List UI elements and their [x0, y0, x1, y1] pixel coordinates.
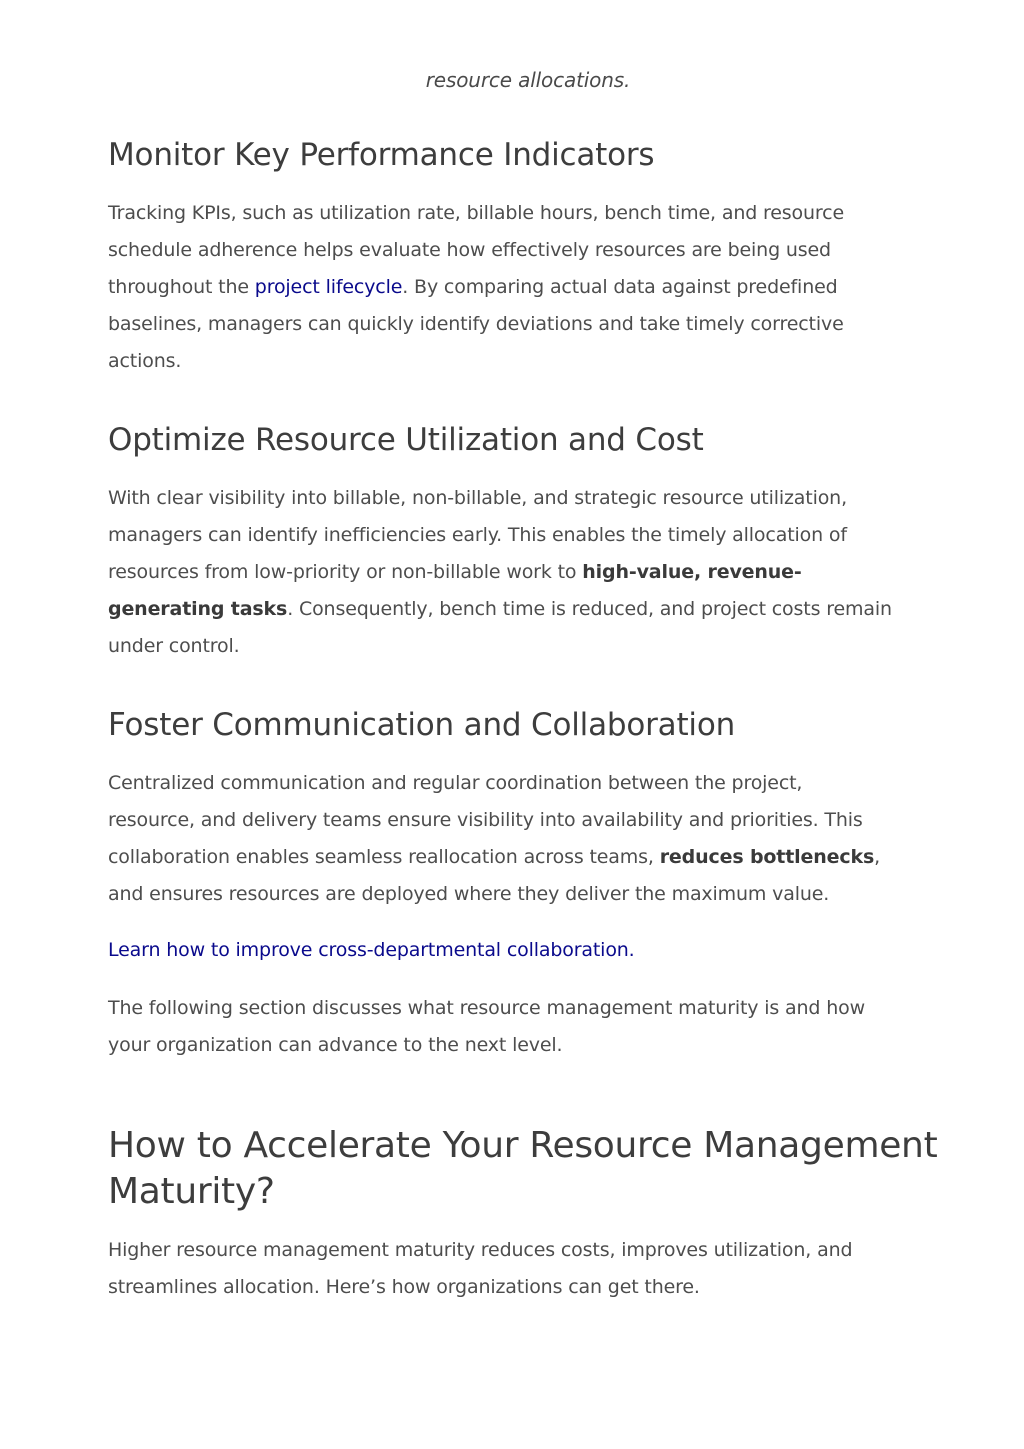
image-caption: resource allocations.: [425, 68, 631, 92]
paragraph-line: With clear visibility into billable, non-billable, and strategic resource utilization,: [108, 487, 847, 509]
paragraph-closing: [108, 1232, 948, 1306]
paragraph-line: your organization can advance to the next level.: [108, 1034, 563, 1056]
paragraph-line: Higher resource management maturity reduces costs, improves utilization, and: [108, 1239, 853, 1261]
paragraph-line: resource, and delivery teams ensure visibility into availability and priorities. This: [108, 809, 863, 831]
text-span: throughout the: [108, 276, 255, 298]
paragraph-following-section: [108, 990, 948, 1064]
heading-foster-communication: Foster Communication and Collaboration: [108, 707, 736, 743]
paragraph-line: The following section discusses what resource management maturity is and how: [108, 997, 865, 1019]
text-span: ,: [874, 846, 881, 868]
paragraph-line: managers can identify inefficiencies early. This enables the timely allocation of: [108, 524, 847, 546]
paragraph-line: and ensures resources are deployed where they deliver the maximum value.: [108, 883, 830, 905]
paragraph-line: streamlines allocation. Here’s how organizations can get there.: [108, 1276, 700, 1298]
heading-line: Maturity?: [108, 1171, 275, 1212]
paragraph-line: under control.: [108, 635, 240, 657]
paragraph-line: Centralized communication and regular coordination between the project,: [108, 772, 803, 794]
heading-line: How to Accelerate Your Resource Management: [108, 1125, 938, 1166]
paragraph-foster-communication: [108, 765, 948, 913]
heading-monitor-kpis: Monitor Key Performance Indicators: [108, 137, 655, 173]
bold-text: high-value, revenue-: [582, 561, 802, 583]
text-span: collaboration enables seamless reallocation across teams,: [108, 846, 660, 868]
paragraph-line: [108, 591, 948, 628]
paragraph-line: Tracking KPIs, such as utilization rate, billable hours, bench time, and resource: [108, 202, 844, 224]
heading-optimize-utilization: Optimize Resource Utilization and Cost: [108, 422, 704, 458]
paragraph-line: [108, 839, 948, 876]
paragraph-line: actions.: [108, 350, 182, 372]
bold-text: generating tasks: [108, 598, 288, 620]
text-span: . Consequently, bench time is reduced, and project costs remain: [287, 598, 892, 620]
paragraph-line: [108, 554, 948, 591]
collaboration-link-paragraph: [108, 932, 948, 969]
cross-departmental-collaboration-link[interactable]: Learn how to improve cross-departmental collaboration.: [108, 939, 635, 961]
text-span: resources from low-priority or non-billable work to: [108, 561, 583, 583]
paragraph-line: [108, 269, 948, 306]
bold-text: reduces bottlenecks: [659, 846, 875, 868]
paragraph-optimize-utilization: [108, 480, 948, 665]
paragraph-monitor-kpis: [108, 195, 948, 380]
project-lifecycle-link[interactable]: project lifecycle: [254, 276, 403, 298]
heading-accelerate-maturity: [108, 1123, 937, 1215]
text-span: . By comparing actual data against predefined: [402, 276, 838, 298]
paragraph-line: schedule adherence helps evaluate how effectively resources are being used: [108, 239, 831, 261]
paragraph-line: baselines, managers can quickly identify deviations and take timely corrective: [108, 313, 844, 335]
